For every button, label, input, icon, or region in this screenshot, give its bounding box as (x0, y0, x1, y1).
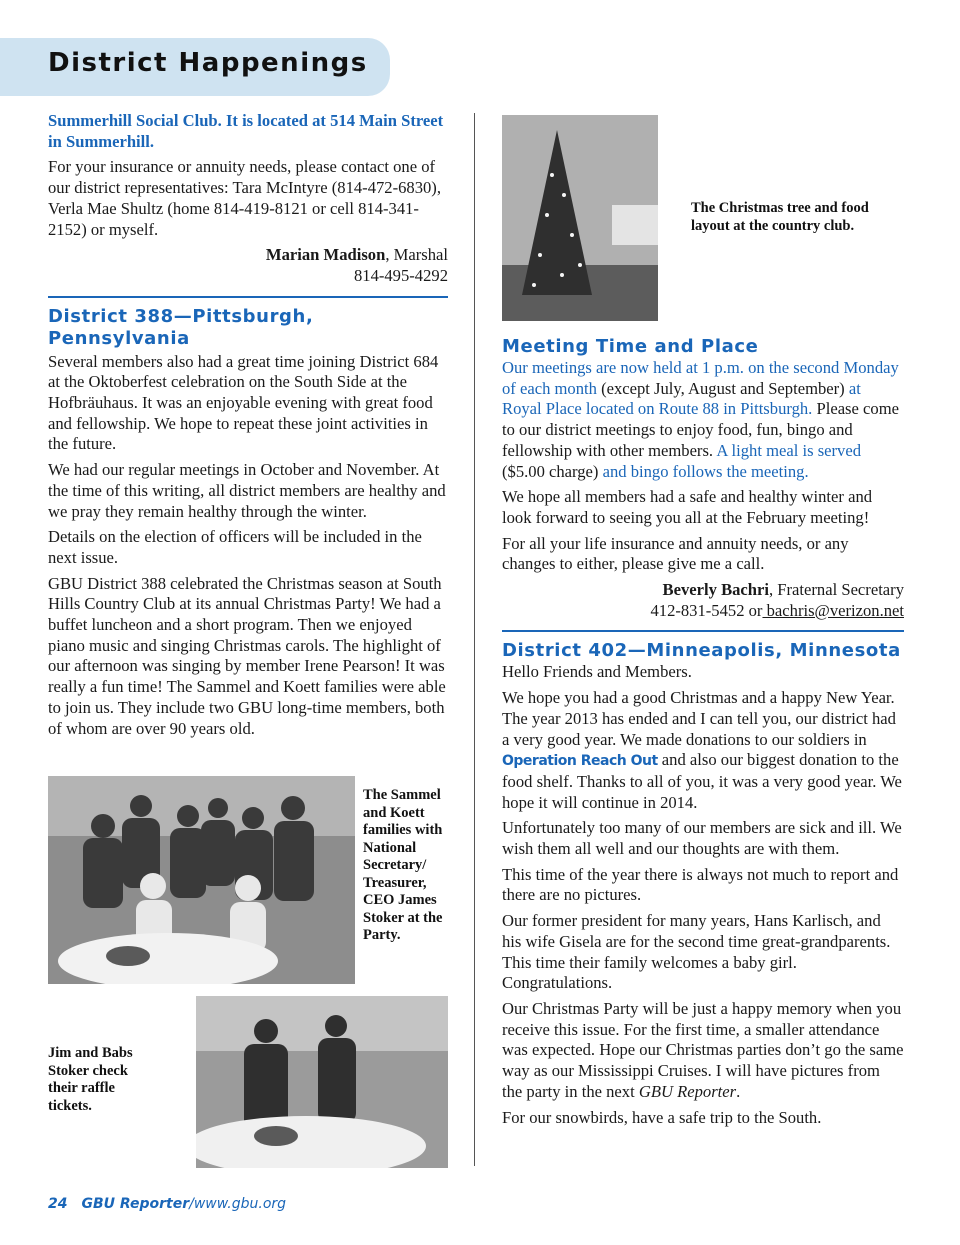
raffle-photo-art (196, 996, 448, 1168)
secretary-phone: 412-831-5452 or (650, 600, 763, 620)
raffle-photo (196, 996, 448, 1168)
families-photo-art (48, 776, 355, 984)
d402-paragraph-report: This time of the year there is always not much to report and there are no pictures. (502, 864, 899, 905)
d388-paragraph-christmas: GBU District 388 celebrated the Christmas season at South Hills Country Club at its annual Christmas Party! We had a buffet luncheon and a short program. Then we enjoyed piano music and singing Christmas carols. The highlight of our afternoon was singing by member Irene Pearson! It was really a fun time! The Sammel and Koett families were able to join us. They include two GBU long-time members, both of whom are over 90 years old. (48, 573, 446, 738)
d402-p1-end: and also our biggest donation to the food shelf. Thanks to all of you, it was a very good year. We hope it will continue in 2014. (502, 750, 902, 812)
column-divider (474, 113, 475, 1166)
life-insurance-paragraph: For all your life insurance and annuity needs, or any changes to either, please give me a call. (502, 533, 849, 574)
christmas-tree-photo-art (502, 115, 658, 321)
secretary-signature (502, 580, 904, 621)
d388-paragraph-meetings: We had our regular meetings in October and November. At the time of this writing, all district members are healthy and we pray they remain healthy through the winter. (48, 460, 446, 521)
families-caption: The Sammel and Koett families with National Secretary/ Treasurer, CEO James Stoker at the Party. (363, 787, 443, 943)
right-column (502, 336, 904, 1133)
marshal-signature (48, 245, 448, 286)
footer-publication: GBU Reporter (81, 1196, 190, 1212)
d402-greeting: Hello Friends and Members. (502, 662, 692, 682)
meeting-invite: Please come to our district meetings to enjoy food, fun, bingo and fellowship with other members. (502, 399, 899, 460)
raffle-caption: Jim and Babs Stoker check their raffle tickets. (48, 1045, 133, 1114)
d402-p5-start: Our Christmas Party will be just a happy memory when you receive this issue. For the first time, a smaller attendance was expected. Hope our Christmas parties don’t go the same way as our Mississippi Cruises. I will have pictures from the party in the next (502, 998, 904, 1101)
district-402-heading: District 402—Minneapolis, Minnesota (502, 640, 901, 662)
meeting-time: Our meetings are now held at 1 p.m. on the second Monday of each month (502, 358, 899, 398)
meeting-paragraph (502, 358, 904, 482)
d402-paragraph-snowbirds: For our snowbirds, have a safe trip to the South. (502, 1107, 822, 1127)
section-rule (48, 296, 448, 298)
page-number: 24 (48, 1196, 68, 1212)
meeting-place: at Royal Place located on Route 88 in Pittsburgh. (502, 378, 861, 419)
operation-reach-out-logo: Operation Reach Out (502, 753, 658, 770)
d402-paragraph-year (502, 688, 904, 813)
page-footer (48, 1196, 286, 1212)
d388-paragraph-elections: Details on the election of officers will be included in the next issue. (48, 527, 422, 567)
d402-paragraph-karlisch: Our former president for many years, Hans Karlisch, and his wife Gisela are for the second time great-grandparents. This time their family welcomes a baby girl. Congratulations. (502, 911, 891, 993)
d402-paragraph-party (502, 999, 904, 1103)
insurance-contact-paragraph: For your insurance or annuity needs, please contact one of our district representatives: Tara McIntyre (814-472-6830), Verla Mae Shultz (home 814-419-8121 or cell 814-341-2152) or myself. (48, 157, 441, 239)
district-388-heading: District 388—Pittsburgh, Pennsylvania (48, 305, 314, 349)
section-banner (0, 38, 390, 96)
bingo-follows: and bingo follows the meeting. (602, 461, 809, 481)
publication-name: GBU Reporter (638, 1081, 737, 1101)
secretary-email-link[interactable]: bachris@verizon.net (762, 600, 904, 620)
summerhill-location: Summerhill Social Club. It is located at 514 Main Street in Summerhill. (48, 111, 444, 151)
tree-caption: The Christmas tree and food layout at the country club. (691, 200, 869, 234)
footer-website-link[interactable]: /www.gbu.org (189, 1196, 287, 1212)
secretary-title: , Fraternal Secretary (769, 580, 904, 600)
marshal-phone: 814-495-4292 (353, 265, 448, 285)
section-rule (502, 630, 904, 632)
meeting-heading: Meeting Time and Place (502, 336, 759, 357)
meeting-exceptions: (except July, August and September) (596, 378, 845, 398)
page-title: District Happenings (48, 48, 368, 78)
meal-charge: ($5.00 charge) (502, 461, 603, 481)
families-photo (48, 776, 355, 984)
secretary-name: Beverly Bachri (662, 580, 769, 600)
d402-paragraph-sick: Unfortunately too many of our members are sick and ill. We wish them all well and our thoughts are with them. (502, 818, 902, 859)
d402-p1-start: We hope you had a good Christmas and a happy New Year. The year 2013 has ended and I can tell you, our district had a very good year. We made donations to our soldiers in (502, 688, 896, 749)
christmas-tree-photo (502, 115, 658, 321)
left-column (48, 111, 448, 744)
d388-paragraph-oktoberfest: Several members also had a great time joining District 684 at the Oktoberfest celebration on the South Side at the Hofbräuhaus. It was an enjoyable evening with great food and fellowship. We hope to repeat these joint activities in the future. (48, 351, 439, 454)
d402-p5-end: . (736, 1081, 741, 1101)
meal-served: A light meal is served (716, 440, 862, 460)
marshal-title: , Marshal (385, 245, 448, 265)
marshal-name: Marian Madison (265, 245, 386, 265)
winter-paragraph: We hope all members had a safe and healthy winter and look forward to seeing you all at the February meeting! (502, 487, 873, 527)
